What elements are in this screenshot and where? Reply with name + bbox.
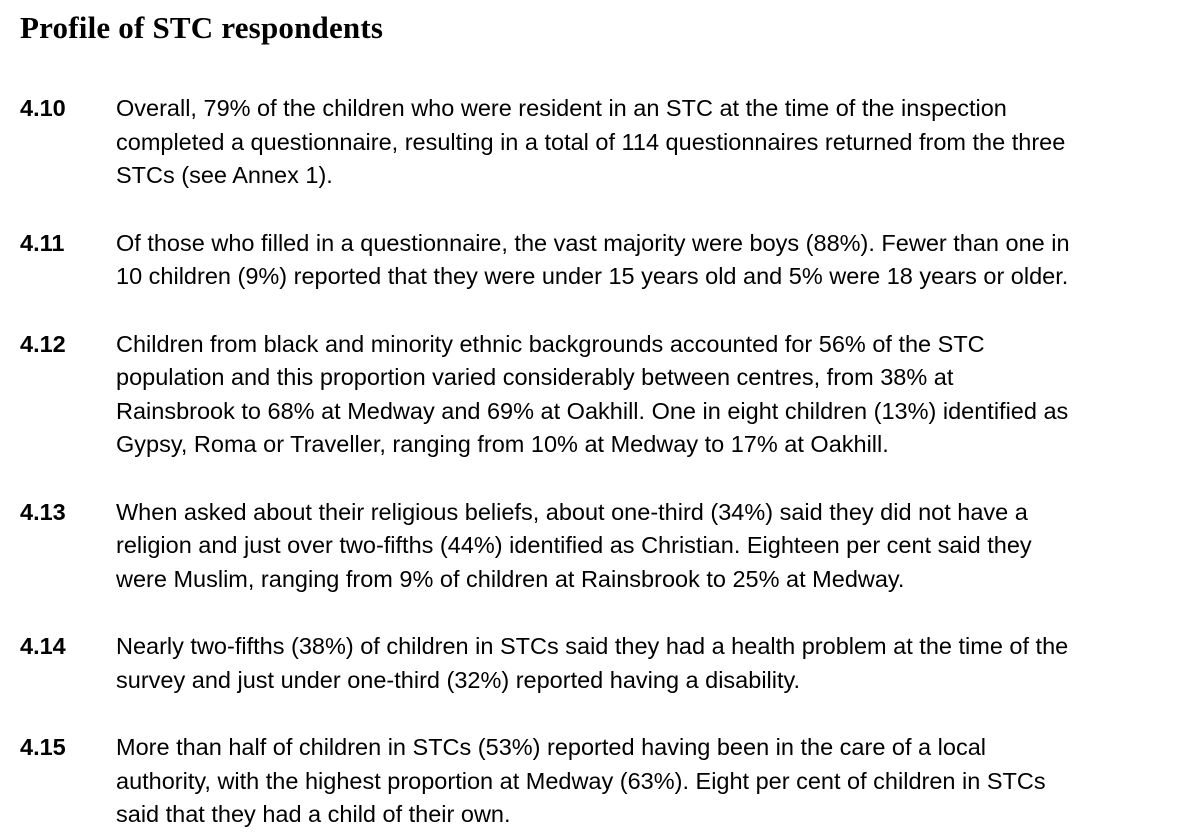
document-page [20, 8, 1192, 832]
paragraph-text: More than half of children in STCs (53%) reported having been in the care of a local authority, with the highest proportion at Medway (63%). Eight per cent of children in STCs said that they had a child of their own. [116, 734, 1046, 827]
paragraph-number: 4.10 [20, 95, 66, 121]
paragraph-number: 4.14 [20, 633, 66, 659]
paragraph-4-11 [20, 227, 1192, 294]
paragraph-4-10 [20, 92, 1192, 193]
paragraph-4-14 [20, 630, 1192, 697]
paragraph-text: Children from black and minority ethnic backgrounds accounted for 56% of the STC population and this proportion varied considerably between centres, from 38% at Rainsbrook to 68% at Medway and 69% at Oakhill. One in eight children (13%) identified as Gypsy, Roma or Traveller, ranging from 10% at Medway to 17% at Oakhill. [116, 330, 1069, 457]
paragraph-4-12 [20, 328, 1192, 462]
paragraph-text: Nearly two-fifths (38%) of children in STCs said they had a health problem at the time of the survey and just under one-third (32%) reported having a disability. [116, 633, 1069, 693]
paragraph-4-15 [20, 731, 1192, 832]
paragraph-text: Of those who filled in a questionnaire, the vast majority were boys (88%). Fewer than one in 10 children (9%) reported that they were under 15 years old and 5% were 18 years or older. [116, 229, 1070, 289]
paragraph-number: 4.11 [20, 229, 65, 256]
paragraph-4-13 [20, 496, 1192, 597]
paragraph-text: When asked about their religious beliefs, about one-third (34%) said they did not have a religion and just over two-fifths (44%) identified as Christian. Eighteen per cent said they were Muslim, ranging from 9% of children at Rainsbrook to 25% at Medway. [116, 498, 1032, 592]
paragraph-text: Overall, 79% of the children who were resident in an STC at the time of the inspection completed a questionnaire, resulting in a total of 114 questionnaires returned from the three STCs (see Annex 1). [116, 95, 1066, 188]
section-heading: Profile of STC respondents [20, 10, 384, 45]
paragraph-number: 4.15 [20, 734, 66, 760]
paragraph-number: 4.12 [20, 330, 66, 357]
paragraph-number: 4.13 [20, 498, 66, 525]
